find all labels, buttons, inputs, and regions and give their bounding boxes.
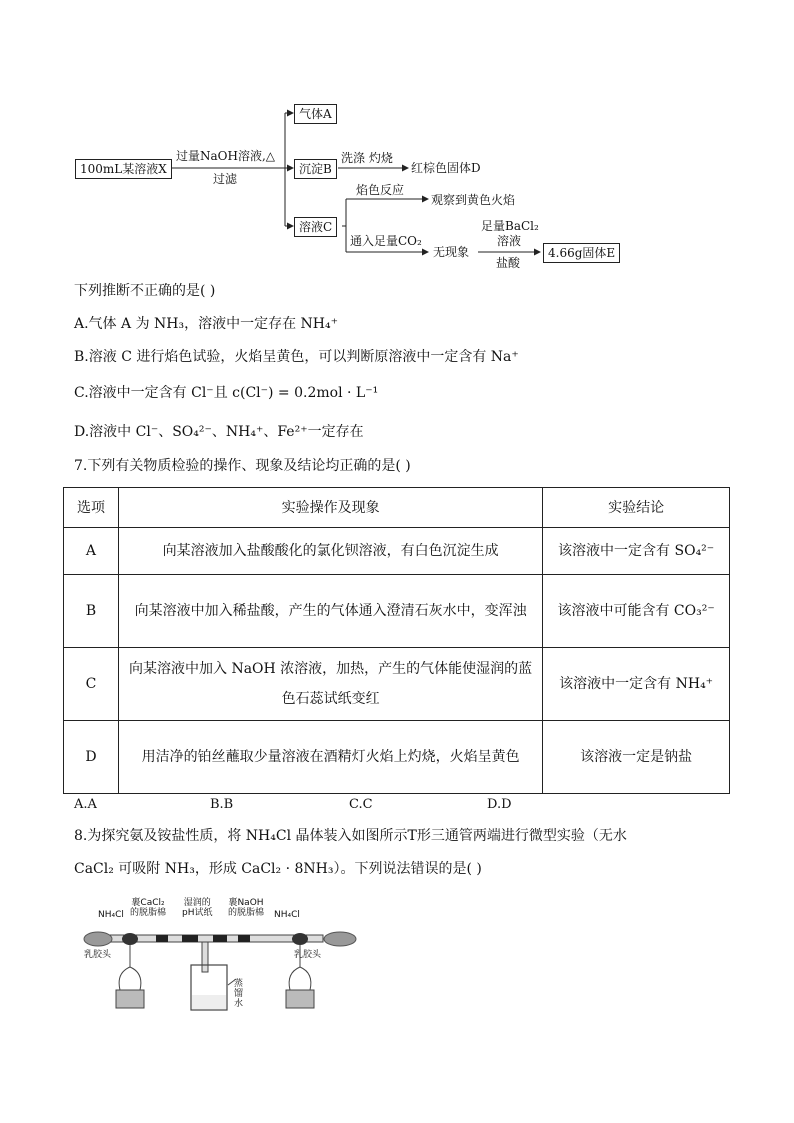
label-cacl2-line1: 裹CaCl₂ <box>131 898 165 908</box>
table-row <box>64 528 730 575</box>
bacl2-solution-label: 溶液 <box>497 234 522 248</box>
q6-option-b: B.溶液 C 进行焰色试验，火焰呈黄色，可以判断原溶液中一定含有 Na⁺ <box>74 349 519 365</box>
hcl-label: 盐酸 <box>496 256 521 270</box>
start-box: 100mL某溶液X <box>75 159 172 179</box>
label-nh4cl-left: NH₄Cl <box>98 910 124 920</box>
choice-d: D.D <box>487 797 512 812</box>
row-option: D <box>64 721 119 794</box>
label-naoh-line2: 的脱脂棉 <box>228 908 265 918</box>
table-row <box>64 721 730 794</box>
label-ph-line1: 湿润的 <box>183 898 211 908</box>
row-operation: 向某溶液中加入 NaOH 浓溶液，加热，产生的气体能使湿润的蓝色石蕊试纸变红 <box>118 648 542 721</box>
precip-b-box: 沉淀B <box>294 159 337 179</box>
label-water <box>234 979 243 1009</box>
flowchart <box>0 0 794 270</box>
label-water-2: 馏 <box>234 989 244 999</box>
choice-c: C.C <box>349 797 373 812</box>
label-water-3: 水 <box>234 999 244 1009</box>
q6-option-d: D.溶液中 Cl⁻、SO₄²⁻、NH₄⁺、Fe²⁺一定存在 <box>74 424 364 440</box>
q6-stem: 下列推断不正确的是( ) <box>74 283 216 299</box>
flowchart-arrows <box>0 0 794 270</box>
header-operation: 实验操作及现象 <box>118 488 542 528</box>
choice-a: A.A <box>74 797 97 812</box>
label-naoh <box>228 898 264 918</box>
label-naoh-line1: 裹NaOH <box>228 898 264 908</box>
row-operation: 向某溶液加入盐酸酸化的氯化钡溶液，有白色沉淀生成 <box>118 528 542 575</box>
header-option: 选项 <box>64 488 119 528</box>
reagent-label: 过量NaOH溶液,△ <box>176 149 276 163</box>
label-nh4cl-right: NH₄Cl <box>274 910 300 920</box>
co2-label: 通入足量CO₂ <box>350 234 422 248</box>
row-conclusion: 该溶液一定是钠盐 <box>543 721 730 794</box>
label-rubber-left: 乳胶头 <box>84 950 112 960</box>
solid-e-box: 4.66g固体E <box>543 243 620 263</box>
row-option: A <box>64 528 119 575</box>
q7-table <box>63 487 730 794</box>
label-cacl2 <box>130 898 166 918</box>
flame-result-label: 观察到黄色火焰 <box>431 193 516 207</box>
row-operation: 向某溶液中加入稀盐酸，产生的气体通入澄清石灰水中，变浑浊 <box>118 575 542 648</box>
no-phenomenon-label: 无现象 <box>433 245 470 259</box>
q6-option-a: A.气体 A 为 NH₃，溶液中一定存在 NH₄⁺ <box>74 316 339 332</box>
label-cacl2-line2: 的脱脂棉 <box>130 908 167 918</box>
row-conclusion: 该溶液中一定含有 SO₄²⁻ <box>543 528 730 575</box>
header-conclusion: 实验结论 <box>543 488 730 528</box>
table-row <box>64 575 730 648</box>
table-header-row <box>64 488 730 528</box>
row-option: B <box>64 575 119 648</box>
q8-stem-line1: 8.为探究氨及铵盐性质，将 NH₄Cl 晶体装入如图所示T形三通管两端进行微型实验（无水 <box>74 828 627 844</box>
wash-burn-label: 洗涤 灼烧 <box>341 151 393 165</box>
q6-option-c: C.溶液中一定含有 Cl⁻且 c(Cl⁻) = 0.2mol · L⁻¹ <box>74 385 379 401</box>
solid-d-label: 红棕色固体D <box>411 161 481 175</box>
table-row <box>64 648 730 721</box>
choice-b: B.B <box>210 797 234 812</box>
solution-c-box: 溶液C <box>294 217 337 237</box>
row-conclusion: 该溶液中一定含有 NH₄⁺ <box>543 648 730 721</box>
gas-a-box: 气体A <box>294 104 337 124</box>
label-ph-paper <box>182 898 212 918</box>
row-conclusion: 该溶液中可能含有 CO₃²⁻ <box>543 575 730 648</box>
apparatus-figure <box>78 895 368 1020</box>
row-option: C <box>64 648 119 721</box>
q7-stem: 7.下列有关物质检验的操作、现象及结论均正确的是( ) <box>74 458 411 474</box>
label-ph-line2: pH试纸 <box>182 908 213 918</box>
row-operation: 用洁净的铂丝蘸取少量溶液在酒精灯火焰上灼烧，火焰呈黄色 <box>118 721 542 794</box>
label-rubber-right: 乳胶头 <box>294 950 322 960</box>
q8-stem-line2: CaCl₂ 可吸附 NH₃，形成 CaCl₂ · 8NH₃）。下列说法错误的是( ) <box>74 861 482 877</box>
flame-test-label: 焰色反应 <box>356 183 405 197</box>
bacl2-label: 足量BaCl₂ <box>481 219 539 233</box>
label-water-1: 蒸 <box>234 979 244 989</box>
filter-label: 过滤 <box>213 172 238 186</box>
